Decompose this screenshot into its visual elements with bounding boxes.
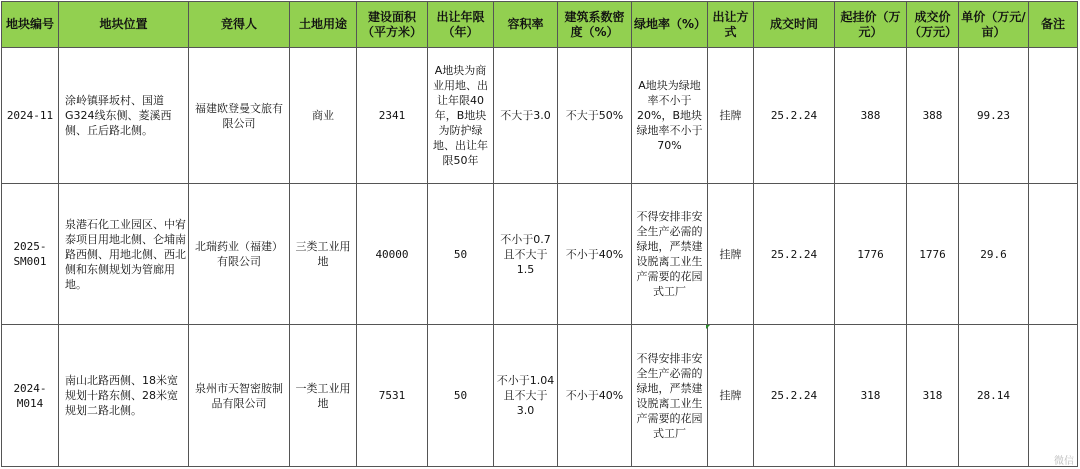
cell-deal-price: 1776 xyxy=(907,184,959,325)
cell-term: 50 xyxy=(428,325,494,467)
cell-date: 25.2.24 xyxy=(754,48,835,184)
cell-area: 2341 xyxy=(357,48,428,184)
cell-location: 泉港石化工业园区、中宥泰项目用地北侧、仑埔南路西侧、用地北侧、西北侧和东侧规划为管廊用地。 xyxy=(59,184,189,325)
table-header-row xyxy=(2,2,1078,48)
cell-start-price: 388 xyxy=(835,48,907,184)
header-cell-unit-price: 单价（万元/亩） xyxy=(959,2,1029,48)
cell-density: 不小于40% xyxy=(558,325,632,467)
header-cell-deal-price: 成交价（万元） xyxy=(907,2,959,48)
cell-unit-price: 29.6 xyxy=(959,184,1029,325)
cell-green: 不得安排非安全生产必需的绿地，严禁建设脱离工业生产需要的花园式工厂 xyxy=(632,184,708,325)
cell-date: 25.2.24 xyxy=(754,325,835,467)
cell-location: 南山北路西侧、18米宽规划十路东侧、28米宽规划二路北侧。 xyxy=(59,325,189,467)
header-cell-note: 备注 xyxy=(1029,2,1078,48)
watermark: 微信 xyxy=(1054,456,1074,467)
cell-winner: 北瑞药业（福建）有限公司 xyxy=(189,184,290,325)
header-cell-date: 成交时间 xyxy=(754,2,835,48)
cell-use: 商业 xyxy=(290,48,357,184)
cell-code: 2025-SM001 xyxy=(2,184,59,325)
cell-far: 不大于3.0 xyxy=(494,48,558,184)
header-cell-green: 绿地率（%） xyxy=(632,2,708,48)
cell-note xyxy=(1029,184,1078,325)
cell-deal-price: 388 xyxy=(907,48,959,184)
cell-term: 50 xyxy=(428,184,494,325)
header-cell-use: 土地用途 xyxy=(290,2,357,48)
cell-start-price: 1776 xyxy=(835,184,907,325)
cell-unit-price: 28.14 xyxy=(959,325,1029,467)
cell-method: 挂牌 xyxy=(708,184,754,325)
header-cell-method: 出让方式 xyxy=(708,2,754,48)
cell-term: A地块为商业用地、出让年限40年，B地块为防护绿地、出让年限50年 xyxy=(428,48,494,184)
cell-unit-price: 99.23 xyxy=(959,48,1029,184)
cell-note xyxy=(1029,325,1078,467)
cell-start-price: 318 xyxy=(835,325,907,467)
header-cell-far: 容积率 xyxy=(494,2,558,48)
header-cell-area: 建设面积（平方米） xyxy=(357,2,428,48)
cell-area: 7531 xyxy=(357,325,428,467)
cell-location: 涂岭镇驿坂村、国道G324线东侧、菱溪西侧、丘后路北侧。 xyxy=(59,48,189,184)
table-row xyxy=(2,325,1078,467)
cell-code: 2024-M014 xyxy=(2,325,59,467)
cell-far: 不小于0.7且不大于1.5 xyxy=(494,184,558,325)
cell-comment-marker xyxy=(706,325,710,329)
header-cell-term: 出让年限（年） xyxy=(428,2,494,48)
cell-density: 不大于50% xyxy=(558,48,632,184)
cell-method: 挂牌 xyxy=(708,48,754,184)
cell-density: 不小于40% xyxy=(558,184,632,325)
cell-code: 2024-11 xyxy=(2,48,59,184)
cell-use: 三类工业用地 xyxy=(290,184,357,325)
cell-deal-price: 318 xyxy=(907,325,959,467)
cell-far: 不小于1.04且不大于3.0 xyxy=(494,325,558,467)
cell-green: 不得安排非安全生产必需的绿地，严禁建设脱离工业生产需要的花园式工厂 xyxy=(632,325,708,467)
header-cell-location: 地块位置 xyxy=(59,2,189,48)
header-cell-density: 建筑系数密度（%） xyxy=(558,2,632,48)
table-row xyxy=(2,184,1078,325)
cell-date: 25.2.24 xyxy=(754,184,835,325)
cell-winner: 泉州市天智密胺制品有限公司 xyxy=(189,325,290,467)
land-transaction-table xyxy=(1,1,1078,467)
table-row xyxy=(2,48,1078,184)
cell-use: 一类工业用地 xyxy=(290,325,357,467)
cell-note xyxy=(1029,48,1078,184)
header-cell-start-price: 起挂价（万元） xyxy=(835,2,907,48)
cell-method: 挂牌 xyxy=(708,325,754,467)
cell-area: 40000 xyxy=(357,184,428,325)
header-cell-winner: 竞得人 xyxy=(189,2,290,48)
cell-winner: 福建欧登曼文旅有限公司 xyxy=(189,48,290,184)
header-cell-code: 地块编号 xyxy=(2,2,59,48)
cell-green: A地块为绿地率不小于20%，B地块绿地率不小于70% xyxy=(632,48,708,184)
